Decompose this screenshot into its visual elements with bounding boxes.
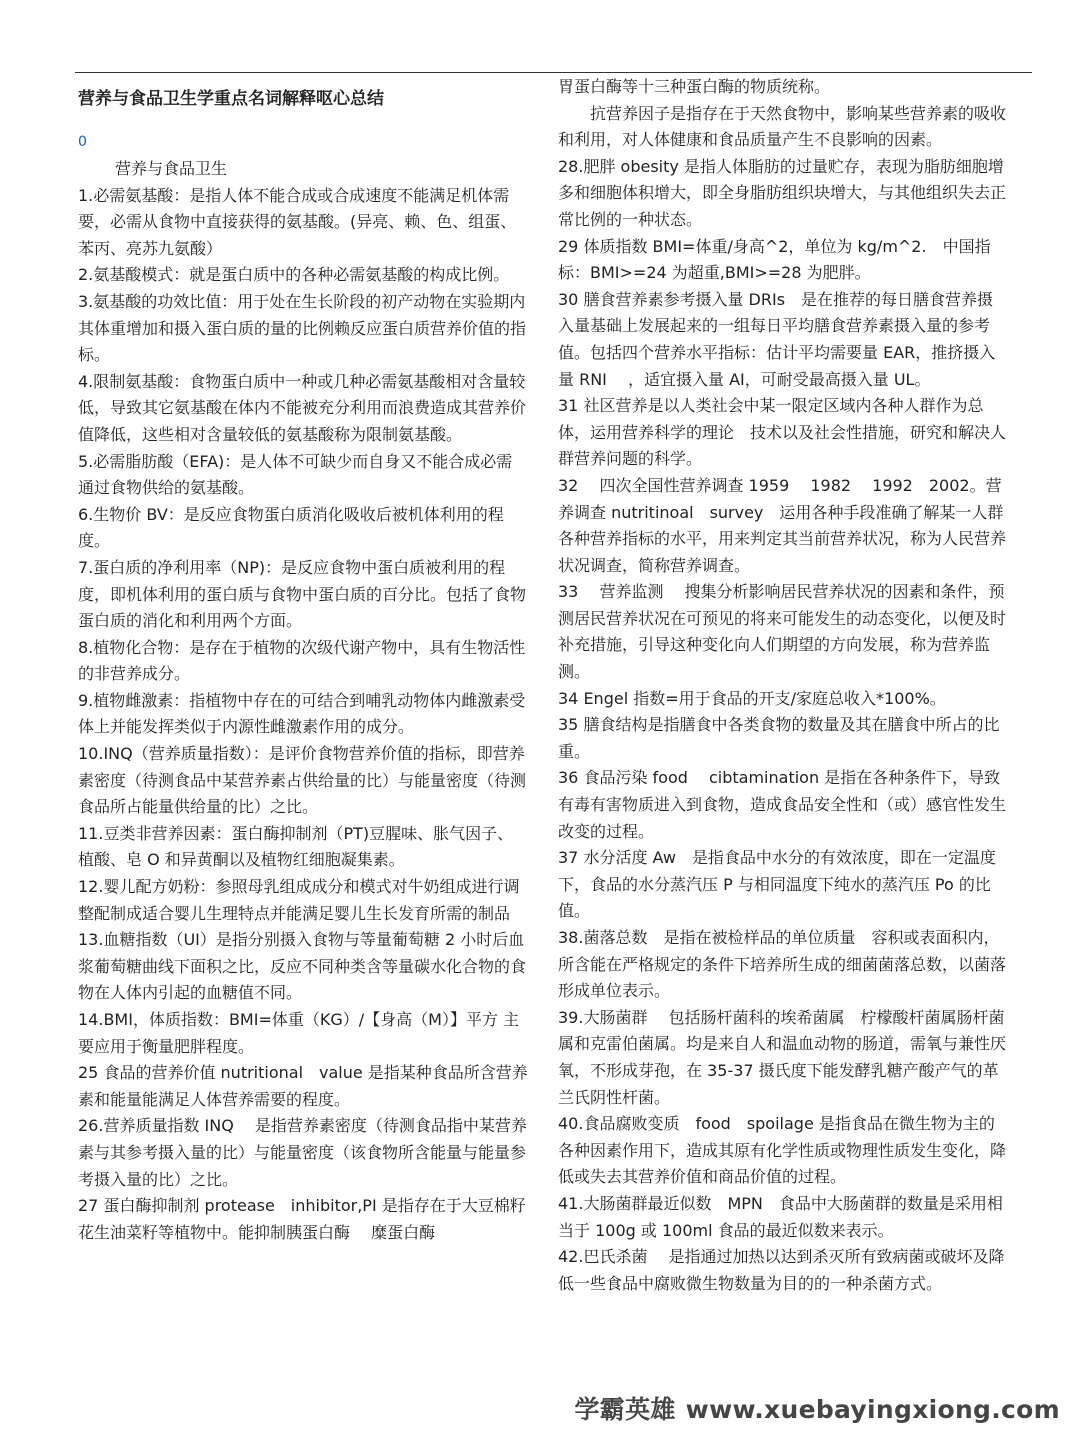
definition-entry: 38.菌落总数 是指在被检样品的单位质量 容积或表面积内，所含能在严格规定的条件下培养所生成的细菌菌落总数，以菌落形成单位表示。 <box>558 928 1007 1001</box>
definition-entry: 抗营养因子是指存在于天然食物中，影响某些营养素的吸收和利用，对人体健康和食品质量产生不良影响的因素。 <box>558 103 1007 150</box>
watermark-url: www.xuebayingxiong.com <box>685 1395 1060 1424</box>
definition-entry: 28.肥胖 obesity 是指人体脂肪的过量贮存，表现为脂肪细胞增多和细胞体积增大，即全身脂肪组织块增大，与其他组织失去正常比例的一种状态。 <box>558 156 1007 229</box>
left-column <box>78 74 528 1246</box>
header-rule <box>75 72 1032 73</box>
definition-entry: 26.营养质量指数 INQ 是指营养素密度（待测食品指中某营养素与其参考摄入量的比）与能量密度（该食物所含能量与能量参考摄入量的比）之比。 <box>78 1116 527 1189</box>
definition-entry: 9.植物雌激素：指植物中存在的可结合到哺乳动物体内雌激素受体上并能发挥类似于内源性雌激素作用的成分。 <box>78 690 526 737</box>
definition-entry: 11.豆类非营养因素：蛋白酶抑制剂（PT)豆腥味、胀气因子、植酸、皂 O 和异黄酮以及植物红细胞凝集素。 <box>78 823 514 870</box>
definition-entry: 32 四次全国性营养调查 1959 1982 1992 2002。营养调查 nutritinoal survey 运用各种手段准确了解某一人群各种营养指标的水平，用来判定其当前营养状况，称为人民营养状况调查，简称营养调查。 <box>558 475 1007 575</box>
definition-entry: 10.INQ（营养质量指数）：是评价食物营养价值的指标，即营养素密度（待测食品中某营养素占供给量的比）与能量密度（待测食品所占能量供给量的比）之比。 <box>78 744 527 817</box>
continuation-text: 胃蛋白酶等十三种蛋白酶的物质统称。 <box>558 77 831 96</box>
definition-entry: 29 体质指数 BMI=体重/身高^2，单位为 kg/m^2. 中国指标：BMI>=24 为超重,BMI>=28 为肥胖。 <box>558 236 991 283</box>
definition-entry: 13.血糖指数（UI）是指分别摄入食物与等量葡萄糖 2 小时后血浆葡萄糖曲线下面积之比，反应不同种类含等量碳水化合物的食物在人体内引起的血糖值不同。 <box>78 930 527 1003</box>
definition-entry: 2.氨基酸模式：就是蛋白质中的各种必需氨基酸的构成比例。 <box>78 265 510 285</box>
definition-entry: 42.巴氏杀菌 是指通过加热以达到杀灭所有致病菌或破坏及降低一些食品中腐败微生物数量为目的的一种杀菌方式。 <box>558 1247 1005 1293</box>
definition-entry: 7.蛋白质的净利用率（NP)：是反应食物中蛋白质被利用的程度，即机体利用的蛋白质与食物中蛋白质的百分比。包括了食物蛋白质的消化和利用两个方面。 <box>78 557 527 631</box>
definition-entry: 4.限制氨基酸：食物蛋白质中一种或几种必需氨基酸相对含量较低，导致其它氨基酸在体内不能被充分利用而浪费造成其营养价值降低，这些相对含量较低的氨基酸称为限制氨基酸。 <box>78 371 527 444</box>
right-column <box>558 74 1008 1297</box>
definition-entry: 31 社区营养是以人类社会中某一限定区域内各种人群作为总体，运用营养科学的理论 技术以及社会性措施，研究和解决人群营养问题的科学。 <box>558 396 1007 469</box>
definition-entry: 35 膳食结构是指膳食中各类食物的数量及其在膳食中所占的比重。 <box>558 715 1000 761</box>
definition-entry: 39.大肠菌群 包括肠杆菌科的埃希菌属 柠檬酸杆菌属肠杆菌属和克雷伯菌属。均是来自人和温血动物的肠道，需氧与兼性厌氧，不形成芽孢，在 35-37 摄氏度下能发酵乳糖产酸产气的革兰氏阴性杆菌。 <box>558 1007 1007 1107</box>
definition-entry: 30 膳食营养素参考摄入量 DRIs 是在推荐的每日膳食营养摄入量基础上发展起来的一组每日平均膳食营养素摄入量的参考值。包括四个营养水平指标：估计平均需要量 EAR，推挤摄入量 RNI ，适宜摄入量 AI，可耐受最高摄入量 UL。 <box>558 289 996 389</box>
document-title: 营养与食品卫生学重点名词解释呕心总结 <box>78 89 384 109</box>
definition-entry: 41.大肠菌群最近似数 MPN 食品中大肠菌群的数量是采用相当于 100g 或 100ml 食品的最近似数来表示。 <box>558 1193 1003 1240</box>
definition-entry: 27 蛋白酶抑制剂 protease inhibitor,PI 是指存在于大豆棉籽花生油菜籽等植物中。能抑制胰蛋白酶 糜蛋白酶 <box>78 1196 526 1242</box>
watermark-brand: 学霸英雄 <box>574 1395 676 1424</box>
definition-entry: 5.必需脂肪酸（EFA)：是人体不可缺少而自身又不能合成必需通过食物供给的氨基酸。 <box>78 451 513 498</box>
definition-entry: 25 食品的营养价值 nutritional value 是指某种食品所含营养素和能量能满足人体营养需要的程度。 <box>78 1063 528 1109</box>
definition-entry: 36 食品污染 food cibtamination 是指在各种条件下，导致有毒有害物质进入到食物，造成食品安全性和（或）感官性发生改变的过程。 <box>558 768 1007 841</box>
definition-entry: 14.BMI，体质指数：BMI=体重（KG）/【身高（M）】平方 主要应用于衡量肥胖程度。 <box>78 1010 520 1056</box>
definition-entry: 33 营养监测 搜集分析影响居民营养状况的因素和条件，预测居民营养状况在可预见的将来可能发生的动态变化，以便及时补充措施，引导这种变化向人们期望的方向发展，称为营养监测。 <box>558 582 1007 682</box>
definition-entry: 40.食品腐败变质 food spoilage 是指食品在微生物为主的各种因素作用下，造成其原有化学性质或物理性质发生变化，降低或失去其营养价值和商品价值的过程。 <box>558 1114 1007 1187</box>
page-number: 0 <box>78 134 87 150</box>
definition-entry: 37 水分活度 Aw 是指食品中水分的有效浓度，即在一定温度下，食品的水分蒸汽压 P 与相同温度下纯水的蒸汽压 Po 的比值。 <box>558 848 996 921</box>
definition-entry: 12.婴儿配方奶粉：参照母乳组成成分和模式对牛奶组成进行调整配制成适合婴儿生理特点并能满足婴儿生长发育所需的制品 <box>78 877 520 923</box>
definition-entry: 8.植物化合物：是存在于植物的次级代谢产物中，具有生物活性的非营养成分。 <box>78 637 526 684</box>
definition-entry: 3.氨基酸的功效比值：用于处在生长阶段的初产动物在实验期内其体重增加和摄入蛋白质的量的比例赖反应蛋白质营养价值的指标。 <box>78 291 527 365</box>
section-heading: 营养与食品卫生 <box>115 159 228 178</box>
definition-entry: 6.生物价 BV：是反应食物蛋白质消化吸收后被机体利用的程度。 <box>78 504 504 551</box>
definition-entry: 1.必需氨基酸：是指人体不能合成或合成速度不能满足机体需要，必需从食物中直接获得的氨基酸。(异亮、赖、色、组蛋、苯丙、亮苏九氨酸） <box>78 185 517 258</box>
watermark-footer <box>574 1393 1060 1427</box>
definition-entry: 34 Engel 指数=用于食品的开支/家庭总收入*100%。 <box>558 688 946 708</box>
